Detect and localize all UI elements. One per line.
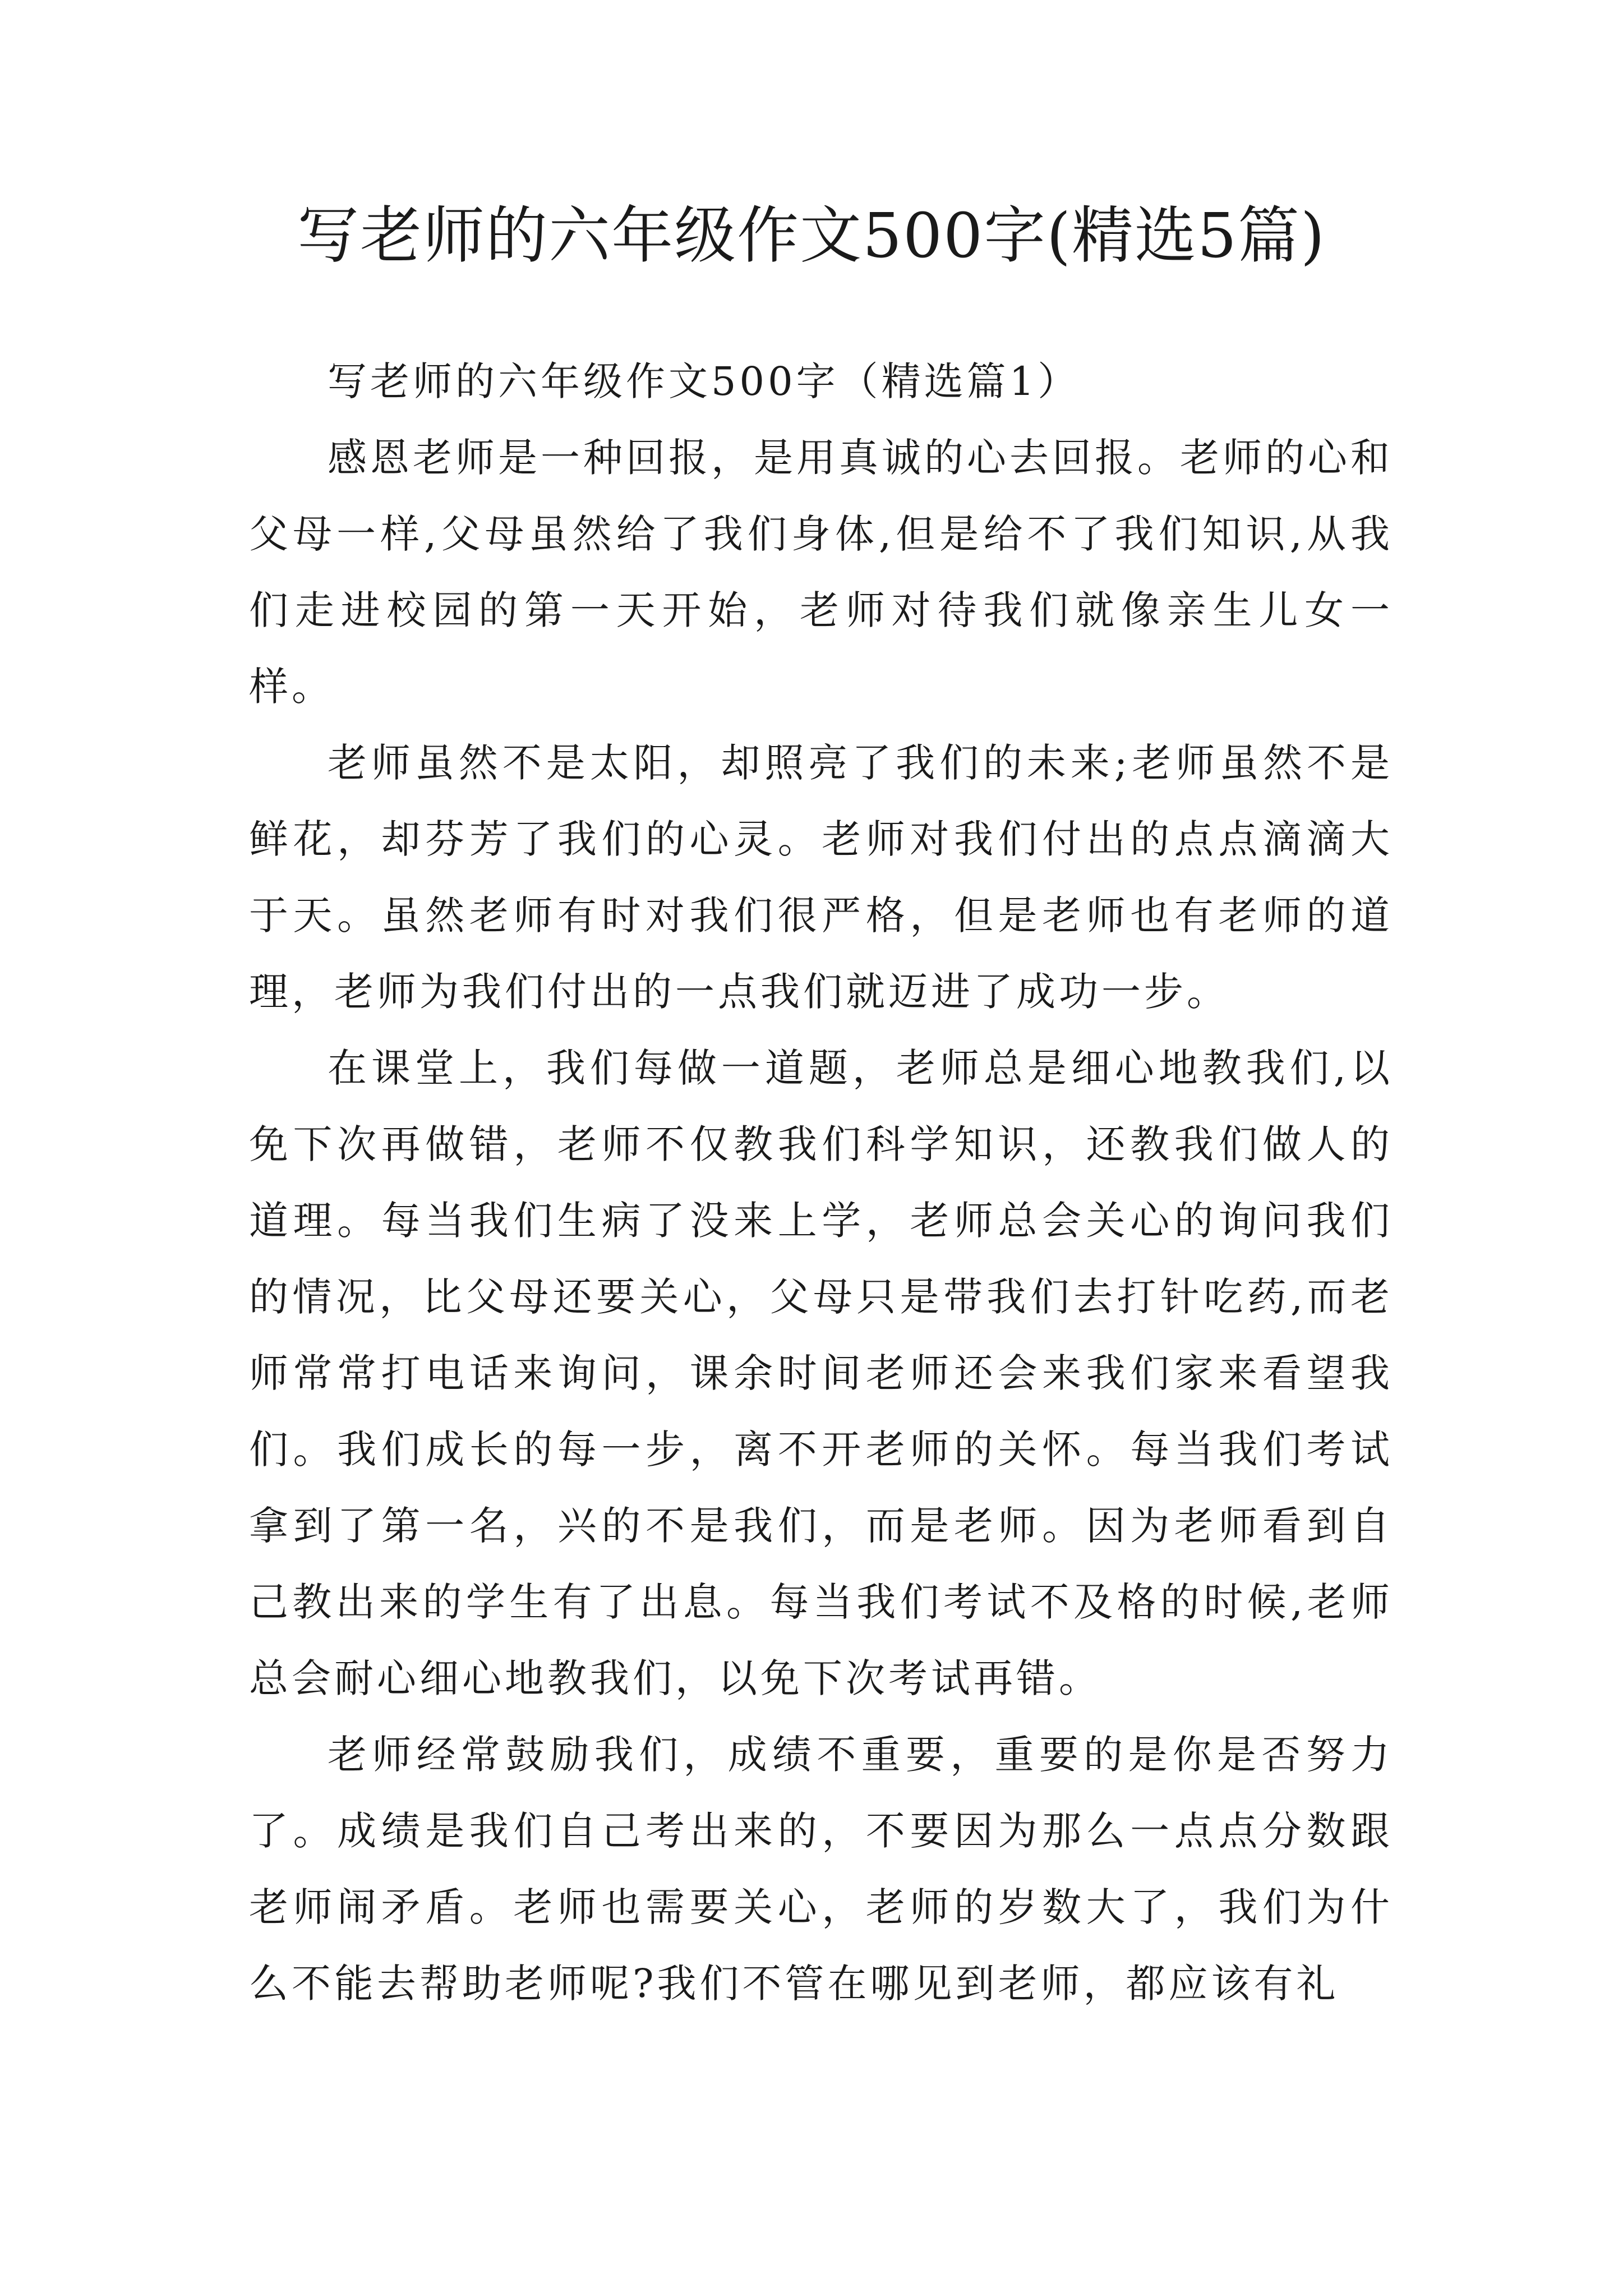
paragraph: 感恩老师是一种回报，是用真诚的心去回报。老师的心和父母一样,父母虽然给了我们身体,但是给不了我们知识,从我们走进校园的第一天开始，老师对待我们就像亲生儿女一样。 bbox=[249, 435, 1393, 710]
article-body bbox=[249, 343, 1393, 2022]
paragraph: 老师经常鼓励我们，成绩不重要，重要的是你是否努力了。成绩是我们自己考出来的，不要因为那么一点点分数跟老师闹矛盾。老师也需要关心，老师的岁数大了，我们为什么不能去帮助老师呢?我们不管在哪见到老师，都应该有礼 bbox=[249, 1732, 1393, 2007]
paragraph: 在课堂上，我们每做一道题，老师总是细心地教我们,以免下次再做错，老师不仅教我们科学知识，还教我们做人的道理。每当我们生病了没来上学，老师总会关心的询问我们的情况，比父母还要关心，父母只是带我们去打针吃药,而老师常常打电话来询问，课余时间老师还会来我们家来看望我们。我们成长的每一步，离不开老师的关怀。每当我们考试拿到了第一名，兴的不是我们，而是老师。因为老师看到自己教出来的学生有了出息。每当我们考试不及格的时候,老师总会耐心细心地教我们，以免下次考试再错。 bbox=[249, 1045, 1393, 1701]
section-heading: 写老师的六年级作文500字（精选篇1） bbox=[328, 358, 1081, 404]
paragraph: 老师虽然不是太阳，却照亮了我们的未来;老师虽然不是鲜花，却芬芳了我们的心灵。老师对我们付出的点点滴滴大于天。虽然老师有时对我们很严格，但是老师也有老师的道理，老师为我们付出的一点我们就迈进了成功一步。 bbox=[249, 740, 1393, 1015]
document-title: 写老师的六年级作文500字(精选5篇) bbox=[297, 200, 1326, 272]
